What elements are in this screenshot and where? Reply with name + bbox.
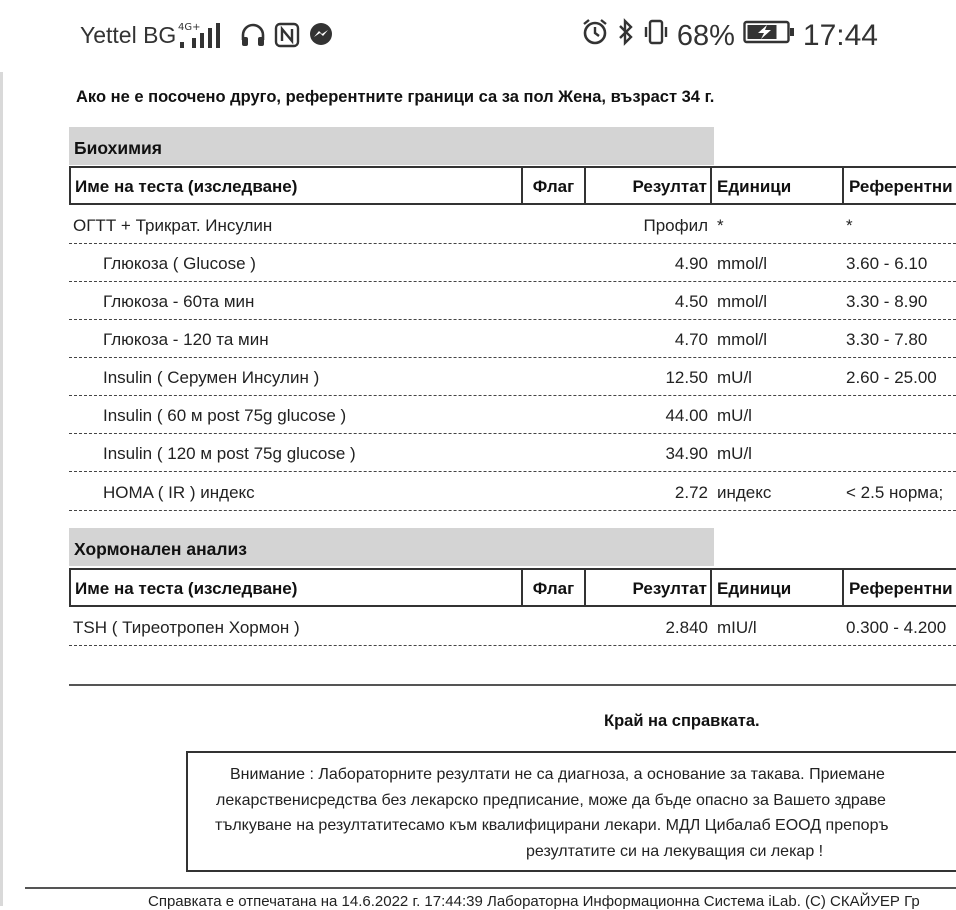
page-edge <box>0 72 3 906</box>
bluetooth-icon <box>617 18 635 54</box>
test-units: mmol/l <box>717 254 768 273</box>
test-result: 2.72 <box>674 483 708 502</box>
status-bar <box>0 0 956 72</box>
carrier-name: Yettel BG <box>80 22 177 48</box>
test-result: 4.90 <box>674 254 708 273</box>
status-icons-right <box>581 18 878 54</box>
test-ref: < 2.5 норма; <box>846 483 944 502</box>
test-result: 44.00 <box>665 406 708 425</box>
table-row <box>69 358 956 396</box>
nfc-icon <box>274 22 300 53</box>
table-row <box>69 473 956 511</box>
table-row <box>69 282 956 320</box>
col-header-name: Име на теста (изследване) <box>71 570 523 605</box>
print-footer: Справката е отпечатана на 14.6.2022 г. 17:44:39 Лабораторна Информационна Система iLab. (C) СКАЙУЕР Гр <box>148 893 920 910</box>
test-name: TSH ( Тиреотропен Хормон ) <box>73 618 300 637</box>
test-ref: 2.60 - 25.00 <box>846 368 937 387</box>
test-name: Insulin ( Серумен Инсулин ) <box>103 368 320 387</box>
svg-text:4G+: 4G+ <box>178 22 201 33</box>
section-title-biochemistry: Биохимия <box>69 127 714 165</box>
status-icons-left <box>178 20 334 55</box>
test-name: Insulin ( 60 м post 75g glucose ) <box>103 406 347 425</box>
test-result: 4.50 <box>674 292 708 311</box>
test-ref: 3.30 - 7.80 <box>846 330 928 349</box>
table-row <box>69 244 956 282</box>
test-ref <box>846 434 956 470</box>
table-header-hormones <box>69 568 956 607</box>
test-name: HOMA ( IR ) индекс <box>103 483 255 502</box>
alarm-icon <box>581 18 609 54</box>
test-name: Insulin ( 120 м post 75g glucose ) <box>103 444 356 463</box>
test-result: 34.90 <box>665 444 708 463</box>
test-result: 2.840 <box>665 618 708 637</box>
test-units: mmol/l <box>717 292 768 311</box>
test-name: Глюкоза - 120 та мин <box>103 330 269 349</box>
battery-percent: 68% <box>676 19 735 52</box>
col-header-result: Резултат <box>586 570 712 605</box>
col-header-result: Резултат <box>586 168 712 203</box>
battery-charging-icon <box>743 19 795 53</box>
end-of-report: Край на справката. <box>604 712 760 730</box>
col-header-name: Име на теста (изследване) <box>71 168 523 203</box>
disclaimer-box <box>186 751 956 872</box>
test-units: индекс <box>717 483 772 502</box>
table-row <box>69 608 956 646</box>
col-header-ref: Референтни <box>849 177 953 196</box>
col-header-flag: Флаг <box>523 570 586 605</box>
test-ref: 3.30 - 8.90 <box>846 292 928 311</box>
divider <box>69 684 956 686</box>
col-header-ref: Референтни <box>849 579 953 598</box>
vibrate-icon <box>643 18 669 54</box>
test-name: Глюкоза ( Glucose ) <box>103 254 256 273</box>
test-units: * <box>717 216 724 235</box>
table-row <box>69 396 956 434</box>
reference-note: Ако не е посочено друго, референтните граници са за пол Жена, възраст 34 г. <box>76 88 715 106</box>
test-ref: 0.300 - 4.200 <box>846 618 947 637</box>
test-units: mmol/l <box>717 330 768 349</box>
table-header-biochemistry <box>69 166 956 205</box>
test-result: 4.70 <box>674 330 708 349</box>
clock: 17:44 <box>802 19 878 52</box>
col-header-flag: Флаг <box>523 168 586 203</box>
test-units: mU/l <box>717 368 752 387</box>
test-ref: * <box>846 216 853 235</box>
section-title-hormones: Хормонален анализ <box>69 528 714 566</box>
test-result: Профил <box>643 216 708 235</box>
test-units: mIU/l <box>717 618 757 637</box>
test-name: ОГТТ + Трикрат. Инсулин <box>73 216 273 235</box>
headphones-icon <box>240 22 266 53</box>
test-units: mU/l <box>717 444 752 463</box>
table-row <box>69 320 956 358</box>
disclaimer-line: тълкуване на резултатитесамо към квалифицирани лекари. МДЛ Цибалаб ЕООД препоръ <box>215 817 889 834</box>
test-units: mU/l <box>717 406 752 425</box>
col-header-units: Единици <box>712 168 844 203</box>
test-ref: 3.60 - 6.10 <box>846 254 928 273</box>
disclaimer-line: резултатите си на лекуващия си лекар ! <box>526 843 824 860</box>
col-header-units: Единици <box>712 570 844 605</box>
test-result: 12.50 <box>665 368 708 387</box>
messenger-icon <box>308 22 334 53</box>
disclaimer-line: лекарственисредства без лекарско предписание, може да бъде опасно за Вашето здраве <box>216 792 886 809</box>
test-name: Глюкоза - 60та мин <box>103 292 255 311</box>
signal-icon <box>178 20 232 55</box>
table-row <box>69 434 956 472</box>
test-ref <box>846 396 956 432</box>
table-row <box>69 206 956 244</box>
disclaimer-line: Внимание : Лабораторните резултати не са диагноза, а основание за такава. Приемане <box>230 766 885 783</box>
footer-divider <box>25 887 956 889</box>
